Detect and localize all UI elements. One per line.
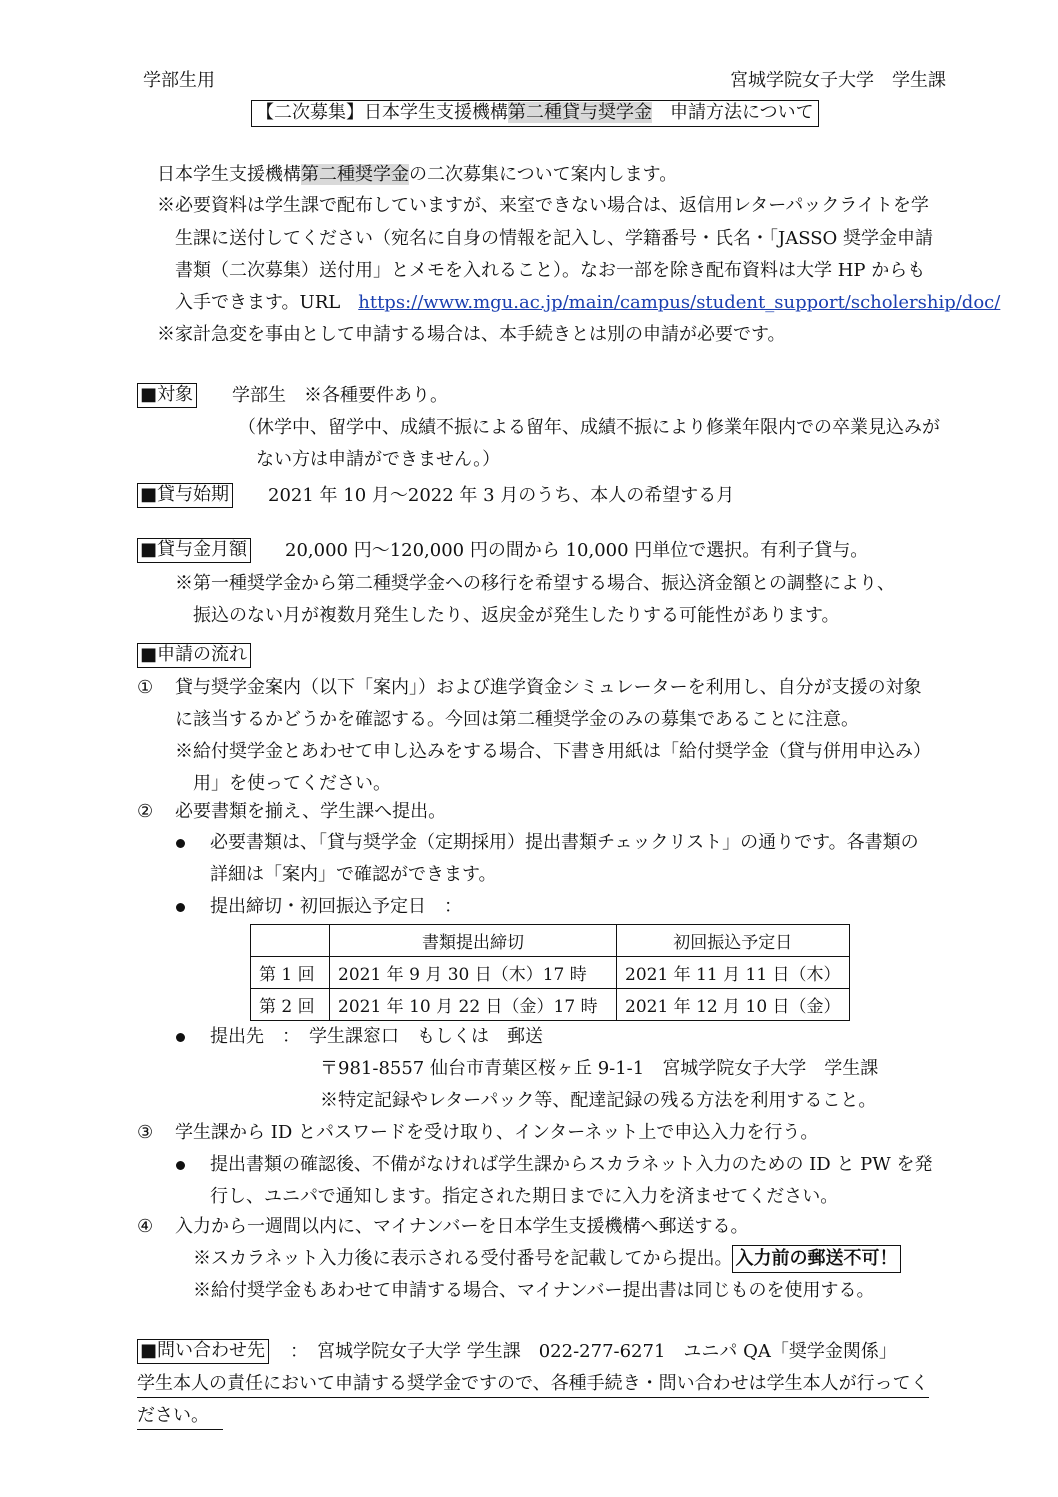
title-suffix: 申請方法について: [652, 102, 814, 123]
table-header-cell: 書類提出締切: [330, 925, 617, 957]
step-4-number: ④: [137, 1216, 154, 1237]
intro-line-4: 書類（二次募集）送付用」とメモを入れること）。なお一部を除き配布資料は大学 HP からも: [175, 260, 926, 281]
step-3-bullet-line-2: 行し、ユニパで通知します。指定された期日までに入力を済ませてください。: [210, 1186, 839, 1207]
url-label: 入手できます。URL: [175, 292, 359, 313]
bullet-icon: [176, 1033, 185, 1042]
section-target-label: ■対象: [137, 383, 197, 408]
section-flow-label: ■申請の流れ: [137, 643, 251, 668]
intro-line-5: [175, 294, 1000, 312]
bullet-icon: [176, 839, 185, 848]
table-header-cell: [251, 925, 330, 957]
table-row: [251, 989, 850, 1021]
title-prefix: 【二次募集】日本学生支援機構: [256, 102, 508, 123]
step-3-bullet-line-1: 提出書類の確認後、不備がなければ学生課からスカラネット入力のための ID と PW を発: [210, 1154, 933, 1175]
bullet-icon: [176, 1161, 185, 1170]
amount-note-1: ※第一種奨学金から第二種奨学金への移行を希望する場合、振込済金額との調整により、: [175, 573, 895, 594]
step-4-line-3: ※給付奨学金もあわせて申請する場合、マイナンバー提出書は同じものを使用する。: [193, 1280, 875, 1301]
amount-note-2: 振込のない月が複数月発生したり、返戻金が発生したりする可能性があります。: [193, 605, 840, 626]
intro-line-6: ※家計急変を事由として申請する場合は、本手続きとは別の申請が必要です。: [157, 324, 786, 345]
intro-line-1: [157, 166, 677, 184]
step-3-line-1: 学生課から ID とパスワードを受け取り、インターネット上で申込入力を行う。: [175, 1122, 819, 1143]
document-url-link[interactable]: https://www.mgu.ac.jp/main/campus/student_support/scholership/doc/: [358, 292, 1001, 313]
bullet-icon: [176, 903, 185, 912]
schedule-table: [250, 924, 850, 1021]
table-cell: 2021 年 10 月 22 日（金）17 時: [330, 989, 617, 1021]
intro-org: 日本学生支援機構: [157, 164, 301, 185]
table-row: [251, 957, 850, 989]
step-2-number: ②: [137, 801, 154, 822]
title-highlight: 第二種貸与奨学金: [508, 102, 652, 123]
table-cell: 2021 年 12 月 10 日（金）: [617, 989, 850, 1021]
contact-note-2: ださい。: [137, 1407, 223, 1430]
step-1-line-1: 貸与奨学金案内（以下「案内」）および進学資金シミュレーターを利用し、自分が支援の対象: [175, 677, 922, 698]
section-contact-label: ■問い合わせ先: [137, 1339, 269, 1364]
section-amount-label: ■貸与金月額: [137, 538, 251, 563]
contact-note-1: 学生本人の責任において申請する奨学金ですので、各種手続き・問い合わせは学生本人が行ってく: [137, 1375, 929, 1398]
audience-label: 学部生用: [143, 70, 215, 91]
step-2-bullet-3-label: 提出先 ： 学生課窓口 もしくは 郵送: [210, 1026, 543, 1047]
target-note-1: （休学中、留学中、成績不振による留年、成績不振により修業年限内での卒業見込みが: [238, 417, 940, 438]
step-4-line-2: [193, 1250, 901, 1268]
intro-line-2: ※必要資料は学生課で配布していますが、来室できない場合は、返信用レターパックライトを学: [157, 195, 929, 216]
intro-highlight: 第二種奨学金: [301, 164, 409, 185]
section-period-label: ■貸与始期: [137, 483, 233, 508]
table-cell: 2021 年 9 月 30 日（木）17 時: [330, 957, 617, 989]
step-2-line-1: 必要書類を揃え、学生課へ提出。: [175, 801, 447, 822]
target-note-2: ない方は申請ができません。）: [256, 449, 501, 470]
mailing-note: ※特定記録やレターパック等、配達記録の残る方法を利用すること。: [320, 1090, 877, 1111]
no-mail-warning-badge: 入力前の郵送不可！: [732, 1245, 901, 1273]
table-cell: 第 2 回: [251, 989, 330, 1021]
step-1-line-3: ※給付奨学金とあわせて申し込みをする場合、下書き用紙は「給付奨学金（貸与併用申込み）: [175, 741, 931, 762]
step-2-bullet-1-line-2: 詳細は「案内」で確認ができます。: [210, 864, 497, 885]
mailing-address: 〒981-8557 仙台市青葉区桜ヶ丘 9-1-1 宮城学院女子大学 学生課: [320, 1058, 879, 1079]
table-header-cell: 初回振込予定日: [617, 925, 850, 957]
step-4-note: ※スカラネット入力後に表示される受付番号を記載してから提出。: [193, 1248, 733, 1269]
step-3-number: ③: [137, 1122, 154, 1143]
step-4-line-1: 入力から一週間以内に、マイナンバーを日本学生支援機構へ郵送する。: [175, 1216, 749, 1237]
table-cell: 2021 年 11 月 11 日（木）: [617, 957, 850, 989]
step-1-number: ①: [137, 677, 154, 698]
step-2-bullet-1-line-1: 必要書類は、「貸与奨学金（定期採用）提出書類チェックリスト」の通りです。各書類の: [210, 832, 919, 853]
page-title: [251, 100, 819, 127]
step-1-line-4: 用」を使ってください。: [193, 773, 391, 794]
target-text: 学部生 ※各種要件あり。: [232, 385, 448, 406]
intro-text: の二次募集について案内します。: [409, 164, 678, 185]
intro-line-3: 生課に送付してください（宛名に自身の情報を記入し、学籍番号・氏名・「JASSO 奨学金申請: [175, 228, 934, 249]
table-header-row: [251, 925, 850, 957]
period-text: 2021 年 10 月～2022 年 3 月のうち、本人の希望する月: [268, 485, 735, 506]
contact-text: ： 宮城学院女子大学 学生課 022-277-6271 ユニパ QA「奨学金関係」: [290, 1341, 897, 1362]
office-name: 宮城学院女子大学 学生課: [730, 70, 946, 91]
step-1-line-2: に該当するかどうかを確認する。今回は第二種奨学金のみの募集であることに注意。: [175, 709, 859, 730]
table-cell: 第 1 回: [251, 957, 330, 989]
step-2-bullet-2: 提出締切・初回振込予定日 ：: [210, 896, 462, 917]
amount-text: 20,000 円～120,000 円の間から 10,000 円単位で選択。有利子貸与。: [285, 540, 869, 561]
